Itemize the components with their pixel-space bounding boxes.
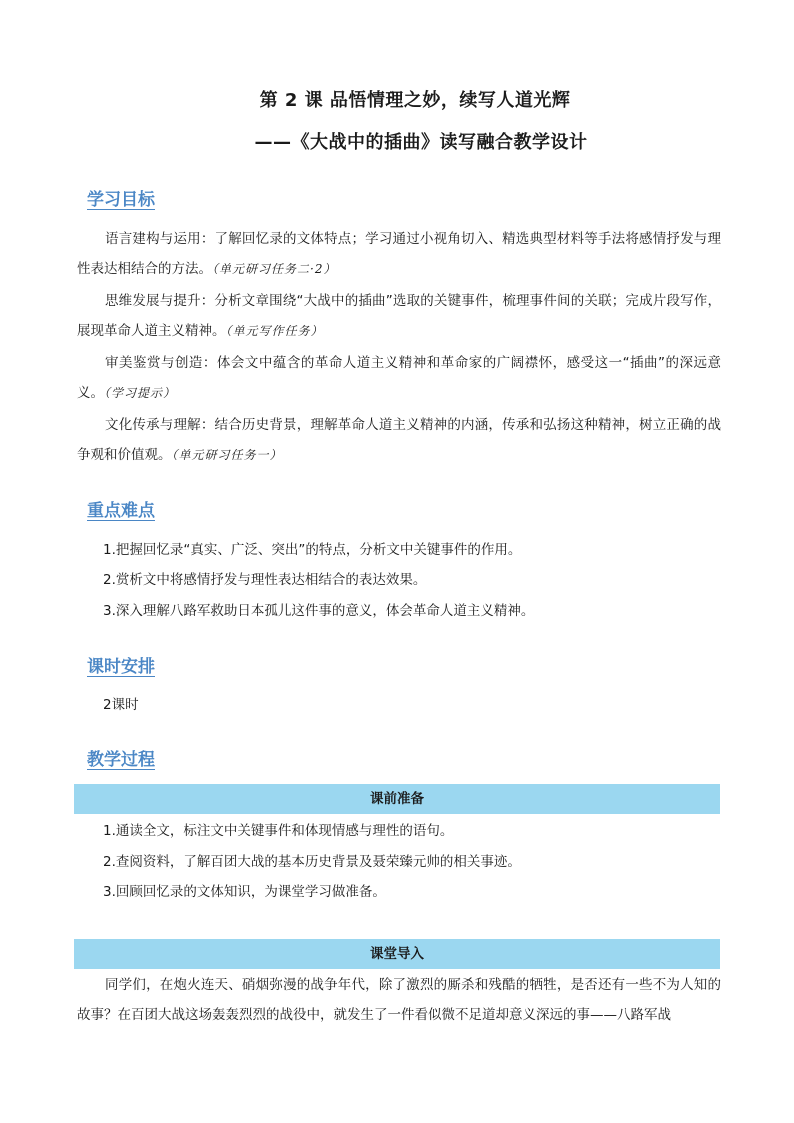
lesson-subtitle: ——《大战中的插曲》读写融合教学设计	[254, 132, 588, 153]
objective-text: 语言建构与运用：了解回忆录的文体特点；学习通过小视角切入、精选典型材料等手法将感情抒发与理性表达相结合的方法。	[77, 231, 721, 277]
objective-item	[77, 410, 721, 470]
prep-item: 2.查阅资料，了解百团大战的基本历史背景及聂荣臻元帅的相关事迹。	[103, 854, 521, 870]
process-heading: 教学过程	[87, 750, 155, 770]
objective-note: （单元研习任务一）	[171, 448, 283, 462]
objective-item	[77, 348, 721, 408]
objective-item	[77, 224, 721, 284]
objective-text: 思维发展与提升：分析文章围绕“大战中的插曲”选取的关键事件，梳理事件间的关联；完成片段写作，展现革命人道主义精神。	[77, 293, 721, 339]
prep-item: 1.通读全文，标注文中关键事件和体现情感与理性的语句。	[103, 823, 454, 839]
schedule-heading: 课时安排	[87, 657, 155, 677]
intro-paragraph: 同学们，在炮火连天、硝烟弥漫的战争年代，除了激烈的厮杀和残酷的牺牲，是否还有一些不为人知的故事？在百团大战这场轰轰烈烈的战役中，就发生了一件看似微不足道却意义深远的事——八路军战	[77, 977, 721, 1023]
schedule-text: 2课时	[103, 697, 139, 713]
key-point-item: 2.赏析文中将感情抒发与理性表达相结合的表达效果。	[103, 572, 427, 588]
key-points-heading: 重点难点	[87, 501, 155, 521]
objectives-heading: 学习目标	[87, 190, 155, 210]
objective-note: （学习提示）	[104, 386, 177, 400]
objective-text: 审美鉴赏与创造：体会文中蕴含的革命人道主义精神和革命家的广阔襟怀，感受这一“插曲”的深远意义。	[77, 355, 721, 401]
objective-item	[77, 286, 721, 346]
prep-bar: 课前准备	[74, 784, 720, 814]
intro-bar: 课堂导入	[74, 939, 720, 969]
key-point-item: 3.深入理解八路军救助日本孤儿这件事的意义，体会革命人道主义精神。	[103, 603, 535, 619]
key-point-item: 1.把握回忆录“真实、广泛、突出”的特点，分析文中关键事件的作用。	[103, 542, 522, 558]
prep-item: 3.回顾回忆录的文体知识，为课堂学习做准备。	[103, 884, 386, 900]
objective-note: （单元研习任务二·2）	[212, 262, 337, 276]
objective-text: 文化传承与理解：结合历史背景，理解革命人道主义精神的内涵，传承和弘扬这种精神，树立正确的战争观和价值观。	[77, 417, 721, 463]
objective-note: （单元写作任务）	[225, 324, 324, 338]
lesson-title: 第 2 课 品悟情理之妙，续写人道光辉	[259, 90, 571, 111]
